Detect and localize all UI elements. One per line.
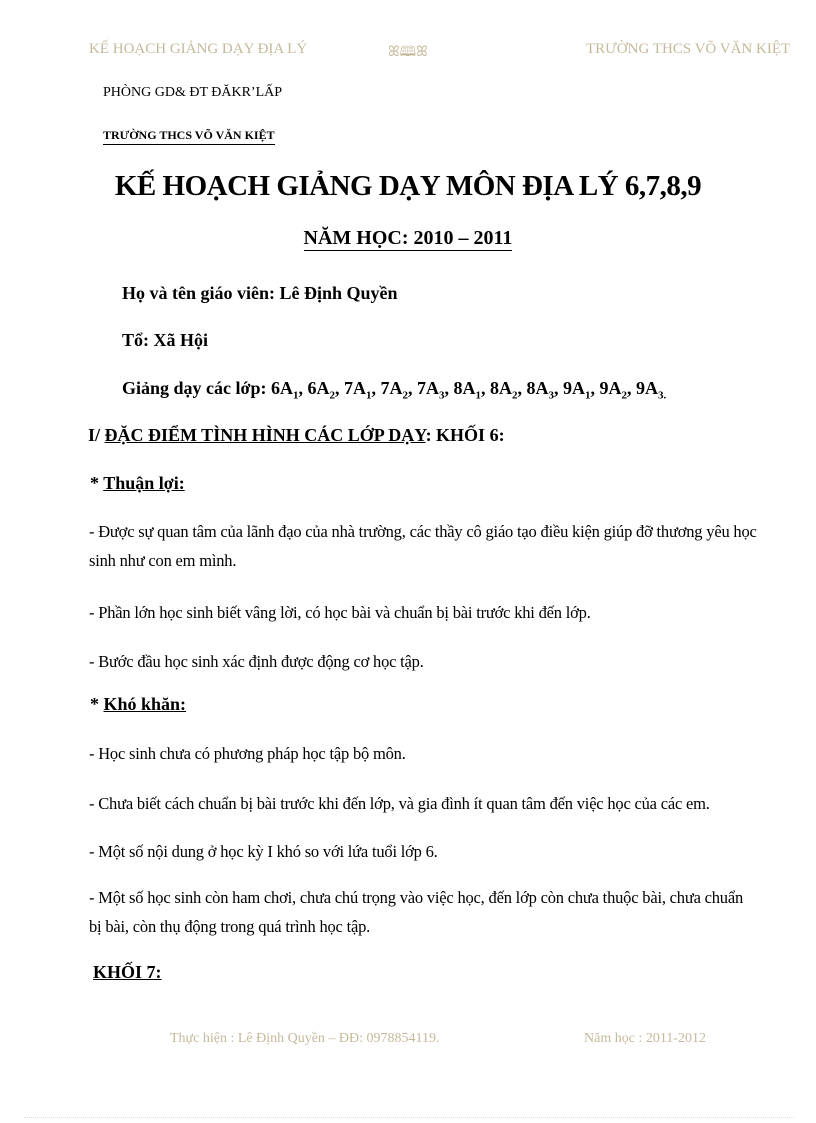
class-code: $8A_3$ (526, 378, 554, 402)
footer-year: Năm học : 2011-2012 (584, 1031, 706, 1046)
page-bottom-divider (24, 1117, 794, 1118)
footer-author: Thực hiện : Lê Định Quyền – ĐĐ: 0978854119. (170, 1031, 440, 1046)
school-year-line (0, 227, 816, 250)
class-code: $9A_2$ (599, 378, 627, 402)
classes-taught (122, 378, 666, 402)
class-code: $8A_2$ (489, 378, 518, 402)
difficulty-item: - Chưa biết cách chuẩn bị bài trước khi đến lớp, và gia đình ít quan tâm đến việc học của các em. (89, 794, 710, 813)
advantages-heading (90, 473, 185, 494)
class-code: $8A_1$ (453, 378, 481, 402)
difficulties-label: Khó khăn: (103, 694, 187, 714)
section-grade: : KHỐI 6: (425, 425, 505, 445)
class-code: $6A_1$ (270, 378, 299, 402)
header-ornament: ꕤ🕮ꕤ (388, 45, 428, 60)
running-header-right: TRƯỜNG THCS VÕ VĂN KIỆT (586, 41, 791, 57)
school-name: TRƯỜNG THCS VÕ VĂN KIỆT (103, 128, 275, 145)
advantage-item: - Bước đầu học sinh xác định được động cơ học tập. (89, 652, 424, 671)
classes-label: Giảng dạy các lớp: (122, 378, 271, 398)
section-number: I/ (88, 425, 105, 445)
class-code: $9A_{3.}$ (635, 378, 667, 402)
advantage-item: - Được sự quan tâm của lãnh đạo của nhà trường, các thầy cô giáo tạo điều kiện giúp đỡ thương yêu học sinh như con em mình. (89, 522, 757, 570)
difficulty-item: - Một số nội dung ở học kỳ I khó so với lứa tuổi lớp 6. (89, 842, 438, 861)
difficulty-item: - Một số học sinh còn ham chơi, chưa chú trọng vào việc học, đến lớp còn chưa thuộc bài, chưa chuẩn bị bài, còn thụ động trong quá trình học tập. (89, 888, 744, 936)
class-code: $7A_1$ (343, 378, 372, 402)
teacher-name: Họ và tên giáo viên: Lê Định Quyền (122, 283, 398, 303)
document-title: KẾ HOẠCH GIẢNG DẠY MÔN ĐỊA LÝ 6,7,8,9 (114, 170, 702, 202)
class-code: $7A_3$ (416, 378, 445, 402)
department-name: PHÒNG GD& ĐT ĐĂKR’LẤP (103, 85, 283, 100)
section-title: ĐẶC ĐIỂM TÌNH HÌNH CÁC LỚP DẠY (104, 425, 426, 445)
class-list: $6A_1$, $6A_2$, $7A_1$, $7A_2$, $7A_3$, $8A_1$, $8A_2$, $8A_3$, $9A_1$, $9A_2$, $9A_{3.}$ (270, 378, 667, 402)
bullet-star: * (90, 694, 104, 714)
class-code: $6A_2$ (307, 378, 335, 402)
difficulties-heading (90, 694, 186, 715)
advantage-item: - Phần lớn học sinh biết vâng lời, có học bài và chuẩn bị bài trước khi đến lớp. (89, 603, 591, 622)
bullet-star: * (90, 473, 104, 493)
running-header-left: KẾ HOẠCH GIẢNG DẠY ĐỊA LÝ (89, 41, 308, 57)
advantages-label: Thuận lợi: (103, 473, 185, 493)
class-code: $7A_2$ (380, 378, 408, 402)
grade-7-heading: KHỐI 7: (93, 962, 162, 982)
team-name: Tổ: Xã Hội (122, 330, 209, 350)
school-year: NĂM HỌC: 2010 – 2011 (303, 227, 513, 249)
section-heading-1 (88, 425, 505, 446)
difficulty-item: - Học sinh chưa có phương pháp học tập bộ môn. (89, 744, 406, 763)
class-code: $9A_1$ (562, 378, 591, 402)
